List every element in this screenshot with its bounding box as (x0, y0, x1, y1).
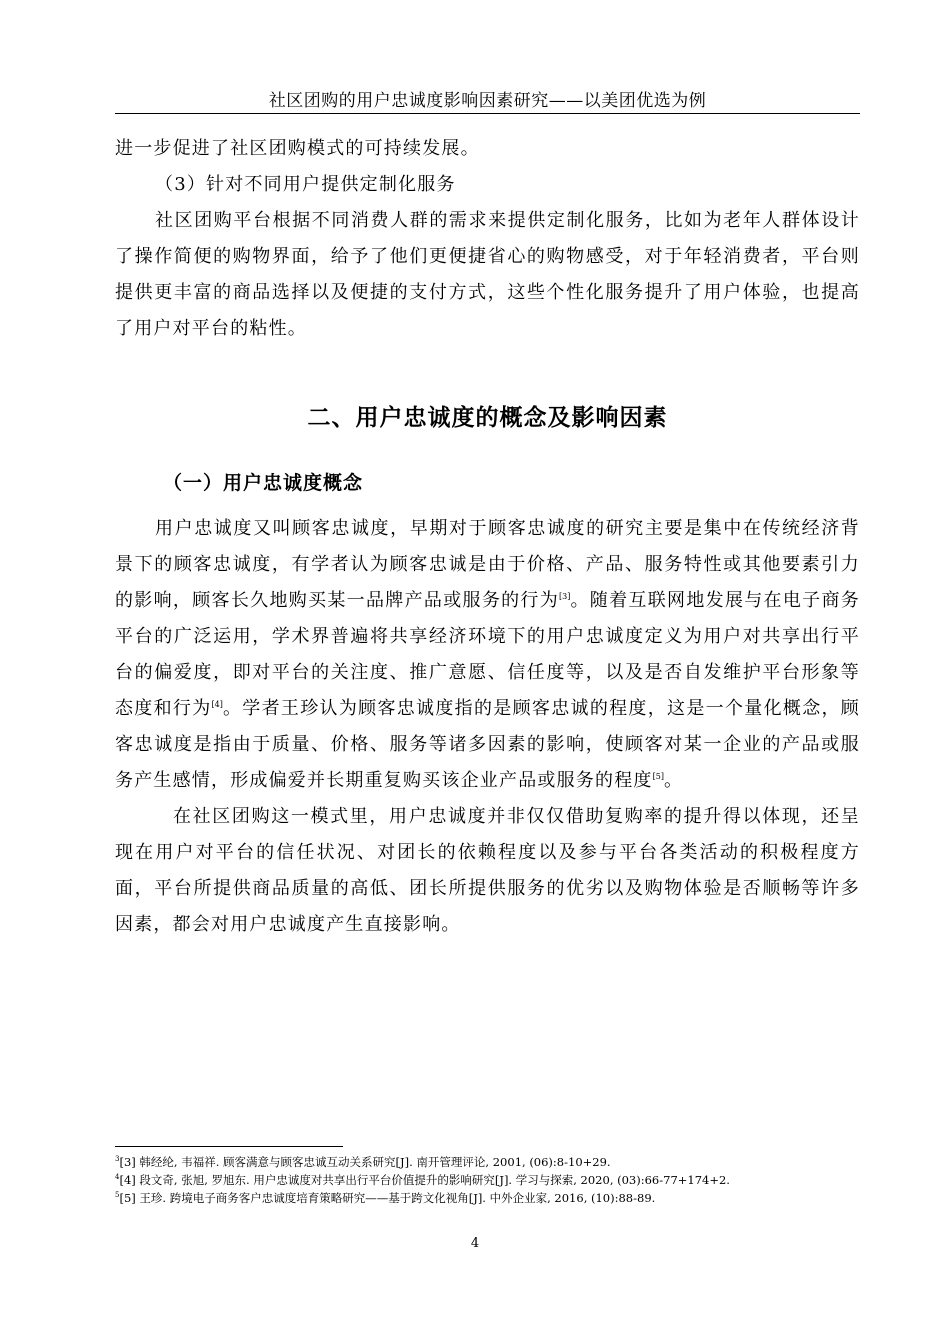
para1-part4: 。 (663, 770, 684, 791)
header-rule (115, 113, 860, 114)
footnote-mark: 4 (115, 1173, 120, 1182)
footnotes (115, 1153, 875, 1207)
para1-part2: 。随着互联网地发展与在电子商务平台的广泛运用，学术界普遍将共享经济环境下的用户忠诚度定义为用户对共享出行平台的偏爱度，即对平台的关注度、推广意愿、信任度等，以及是否自发维护平台形象等态度和行为 (115, 590, 860, 719)
concept-paragraph-1 (115, 511, 860, 799)
running-header: 社区团购的用户忠诚度影响因素研究——以美团优选为例 (268, 91, 707, 111)
footnote-text: [3] 韩经纶, 韦福祥. 顾客满意与顾客忠诚互动关系研究[J]. 南开管理评论, 2001, (06):8-10+29. (119, 1155, 611, 1169)
para1-part3: 。学者王珍认为顾客忠诚度指的是顾客忠诚的程度，这是一个量化概念，顾客忠诚度是指由于质量、价格、服务等诸多因素的影响，使顾客对某一企业的产品或服务产生感情，形成偏爱并长期重复购买该企业产品或服务的程度 (115, 698, 861, 791)
footnote-text: [5] 王珍. 跨境电子商务客户忠诚度培育策略研究——基于跨文化视角[J]. 中外企业家, 2016, (10):88-89. (119, 1191, 656, 1205)
top-section (115, 131, 860, 347)
footnote-rule (115, 1146, 343, 1147)
subitem-title: （3）针对不同用户提供定制化服务 (155, 174, 456, 195)
continuation-text: 进一步促进了社区团购模式的可持续发展。 (115, 138, 480, 159)
footnote-text: [4] 段文奇, 张旭, 罗旭东. 用户忠诚度对共享出行平台价值提升的影响研究[J]. 学习与探索, 2020, (03):66-77+174+2. (119, 1173, 730, 1187)
footnote-item (115, 1153, 875, 1171)
section-heading: （一）用户忠诚度概念 (163, 472, 364, 494)
footnote-mark: 3 (115, 1155, 120, 1164)
chapter-heading: 二、用户忠诚度的概念及影响因素 (307, 405, 668, 431)
concept-section (115, 511, 860, 943)
footnote-item (115, 1189, 875, 1207)
page-number: 4 (470, 1236, 480, 1251)
concept-paragraph-2: 在社区团购这一模式里，用户忠诚度并非仅仅借助复购率的提升得以体现，还呈现在用户对平台的信任状况、对团长的依赖程度以及参与平台各类活动的积极程度方面，平台所提供商品质量的高低、团长所提供服务的优劣以及购物体验是否顺畅等许多因素，都会对用户忠诚度产生直接影响。 (115, 806, 860, 935)
para1-part1: 用户忠诚度又叫顾客忠诚度，早期对于顾客忠诚度的研究主要是集中在传统经济背景下的顾客忠诚度，有学者认为顾客忠诚是由于价格、产品、服务特性或其他要素引力的影响，顾客长久地购买某一品牌产品或服务的行为 (115, 518, 860, 611)
footnote-item (115, 1171, 875, 1189)
citation-3[interactable]: [3] (559, 592, 571, 601)
citation-5[interactable]: [5] (652, 772, 664, 781)
footnote-mark: 5 (115, 1191, 120, 1200)
citation-4[interactable]: [4] (211, 700, 223, 709)
custom-service-paragraph: 社区团购平台根据不同消费人群的需求来提供定制化服务，比如为老年人群体设计了操作简便的购物界面，给予了他们更便捷省心的购物感受，对于年轻消费者，平台则提供更丰富的商品选择以及便捷的支付方式，这些个性化服务提升了用户体验，也提高了用户对平台的粘性。 (115, 210, 860, 339)
